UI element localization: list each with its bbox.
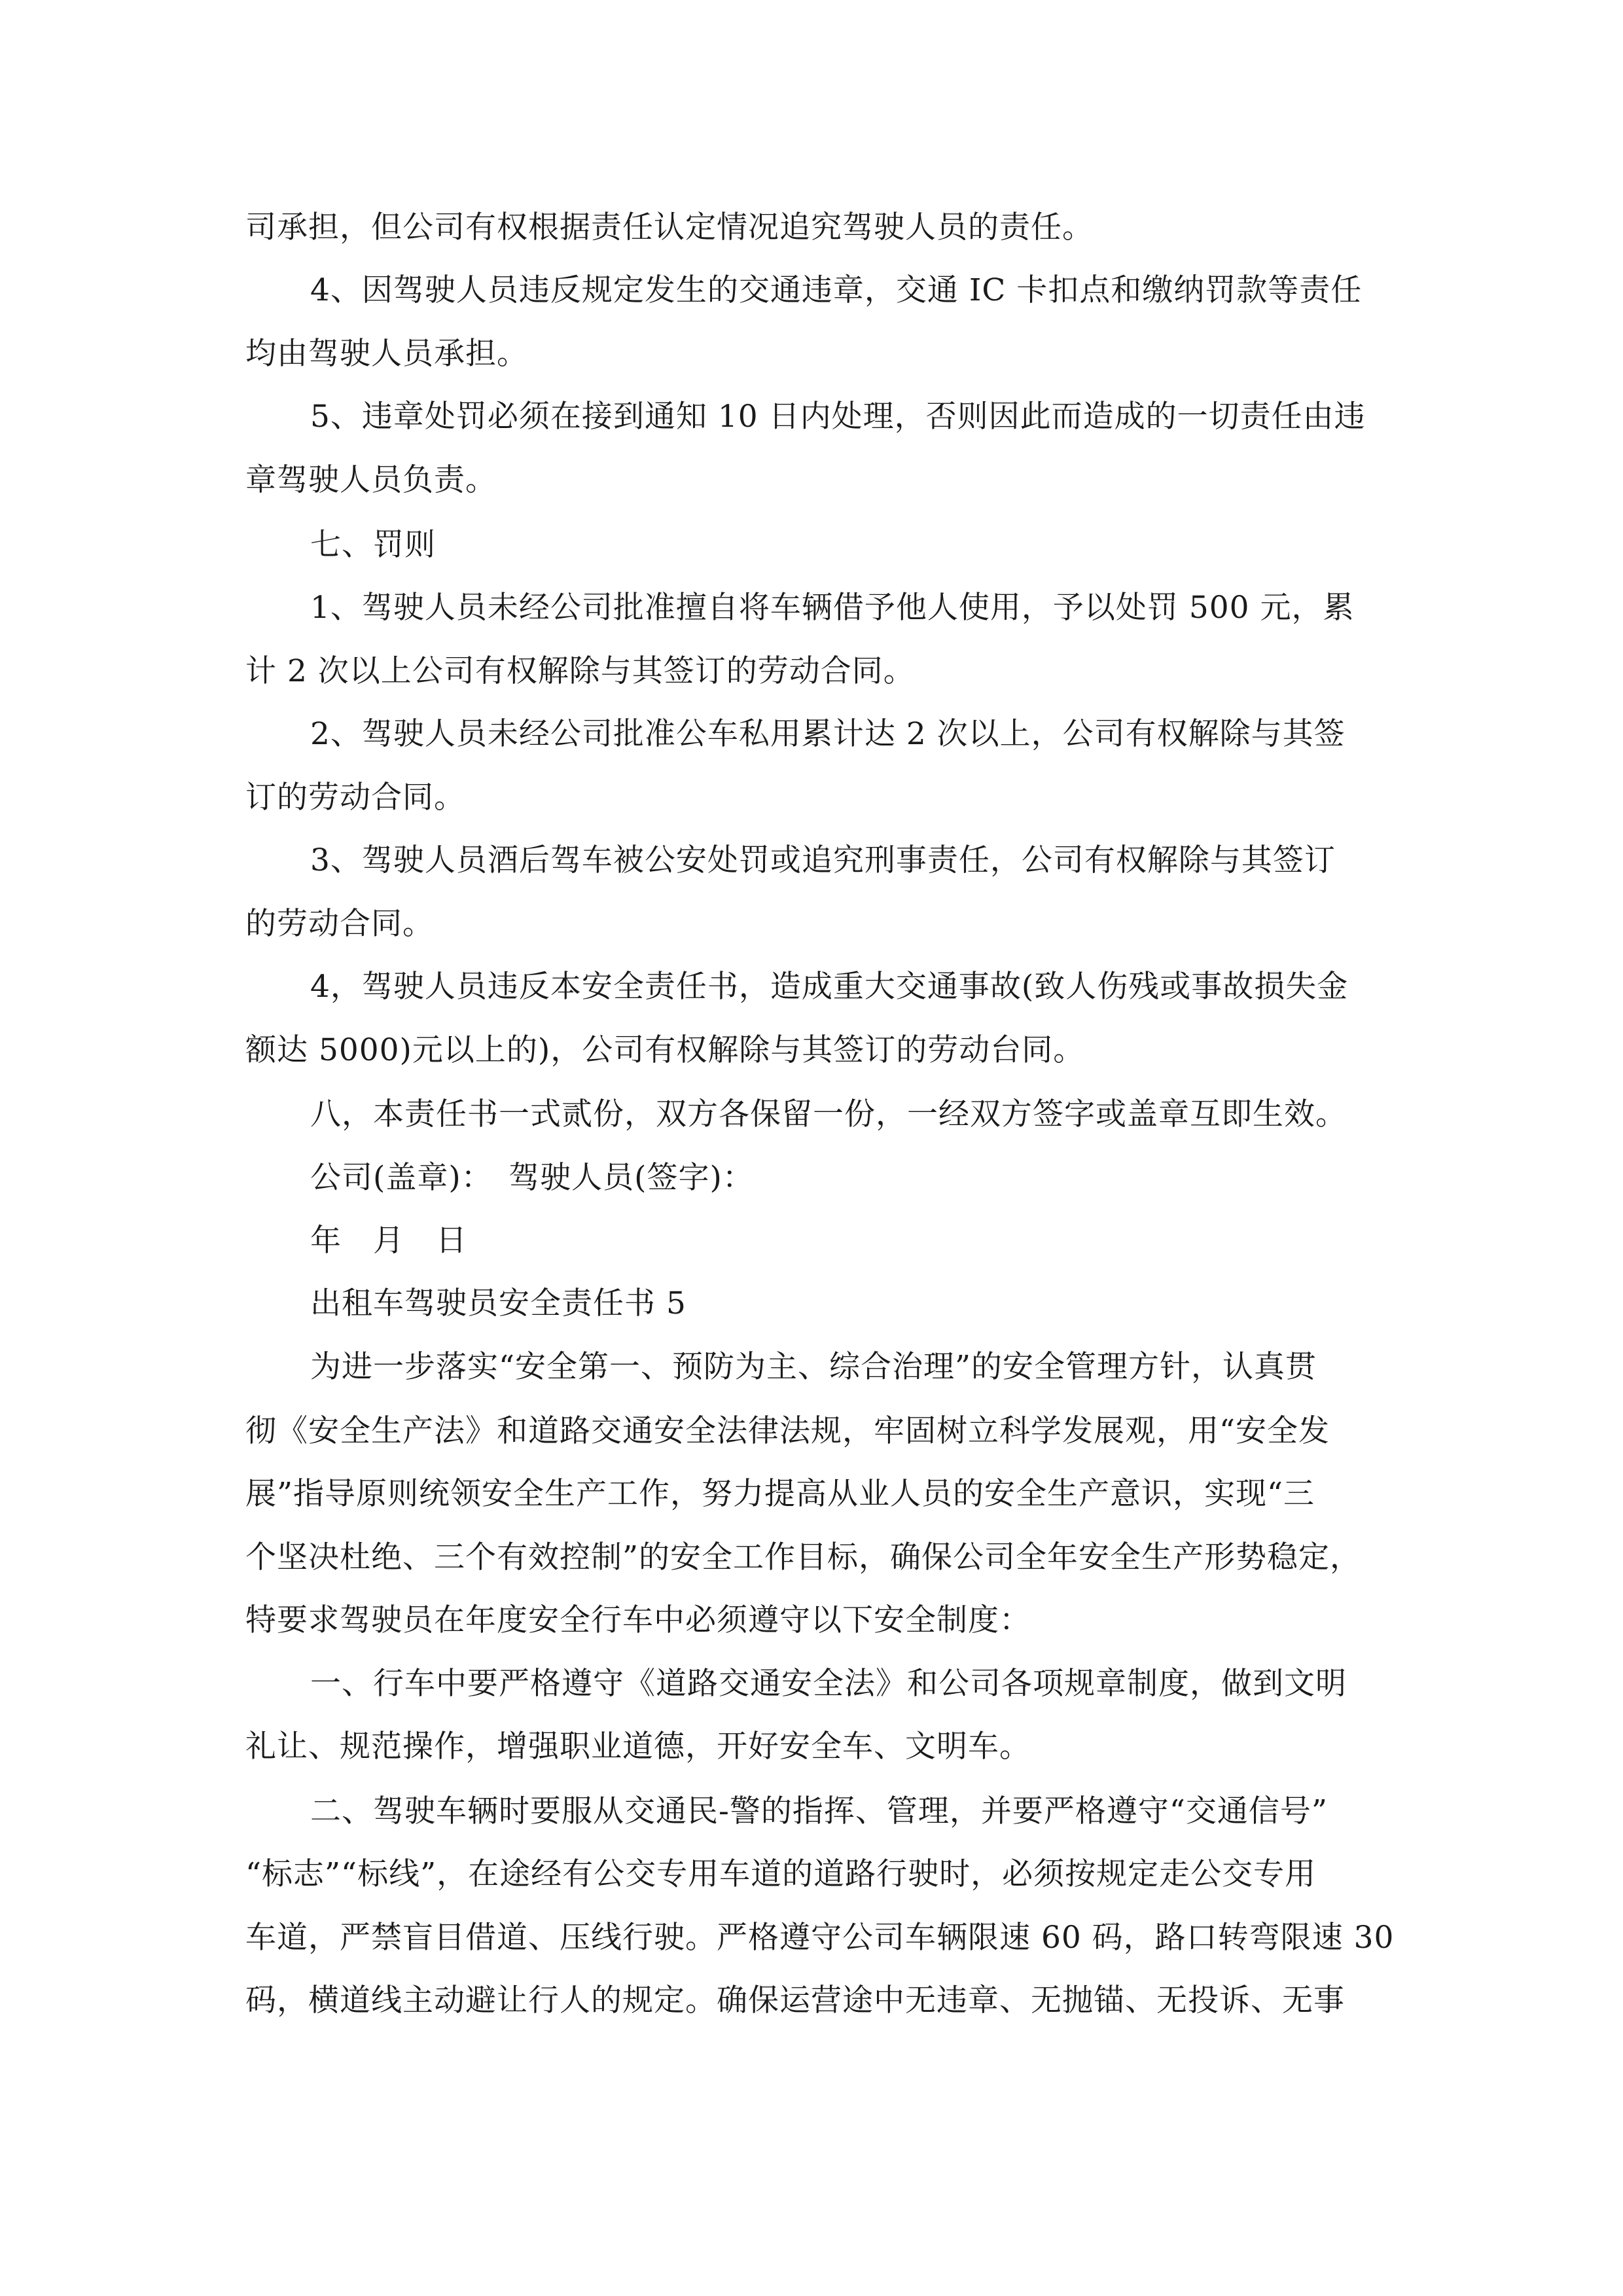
text-line: 3、驾驶人员酒后驾车被公安处罚或追究刑事责任，公司有权解除与其签订 [310,842,1336,878]
text-line: 八，本责任书一式贰份，双方各保留一份，一经双方签字或盖章互即生效。 [310,1096,1347,1132]
text-line: 司承担，但公司有权根据责任认定情况追究驾驶人员的责任。 [245,209,1094,245]
text-line: 一、行车中要严格遵守《道路交通安全法》和公司各项规章制度，做到文明 [310,1666,1347,1702]
text-line: 码，横道线主动避让行人的规定。确保运营途中无违章、无抛锚、无投诉、无事 [245,1982,1345,2018]
text-line: 二、驾驶车辆时要服从交通民-警的指挥、管理，并要严格遵守“交通信号” [310,1793,1328,1829]
text-line: 礼让、规范操作，增强职业道德，开好安全车、文明车。 [245,1729,1031,1765]
text-line: 1、驾驶人员未经公司批准擅自将车辆借予他人使用，予以处罚 500 元，累 [310,590,1355,626]
text-line: 车道，严禁盲目借道、压线行驶。严格遵守公司车辆限速 60 码，路口转弯限速 30 [245,1920,1395,1956]
text-line: 5、违章处罚必须在接到通知 10 日内处理，否则因此而造成的一切责任由违 [310,399,1366,435]
date-line: 年 月 日 [310,1223,467,1259]
section-heading: 七、罚则 [310,527,436,563]
text-line: 为进一步落实“安全第一、预防为主、综合治理”的安全管理方针，认真贯 [310,1349,1317,1385]
text-line: 额达 5000)元以上的)，公司有权解除与其签订的劳动台同。 [245,1032,1085,1068]
text-line: 订的劳动合同。 [245,780,465,816]
text-line: 计 2 次以上公司有权解除与其签订的劳动合同。 [245,653,915,689]
text-line: “标志”“标线”，在途经有公交专用车道的道路行驶时，必须按规定走公交专用 [245,1856,1317,1892]
document-title: 出租车驾驶员安全责任书 5 [310,1285,687,1321]
text-line: 展”指导原则统领安全生产工作，努力提高从业人员的安全生产意识，实现“三 [245,1476,1315,1512]
text-line: 均由驾驶人员承担。 [245,336,528,372]
signature-line: 公司(盖章)： 驾驶人员(签字)： [310,1160,754,1196]
text-line: 的劳动合同。 [245,906,434,942]
text-line: 个坚决杜绝、三个有效控制”的安全工作目标，确保公司全年安全生产形势稳定， [245,1539,1362,1575]
text-line: 章驾驶人员负责。 [245,462,497,498]
text-line: 彻《安全生产法》和道路交通安全法律法规，牢固树立科学发展观，用“安全发 [245,1413,1330,1449]
text-line: 4、因驾驶人员违反规定发生的交通违章，交通 IC 卡扣点和缴纳罚款等责任 [310,272,1363,308]
text-line: 4，驾驶人员违反本安全责任书，造成重大交通事故(致人伤残或事故损失金 [310,969,1349,1005]
text-line: 2、驾驶人员未经公司批准公车私用累计达 2 次以上，公司有权解除与其签 [310,716,1346,752]
text-line: 特要求驾驶员在年度安全行车中必须遵守以下安全制度： [245,1602,1031,1638]
